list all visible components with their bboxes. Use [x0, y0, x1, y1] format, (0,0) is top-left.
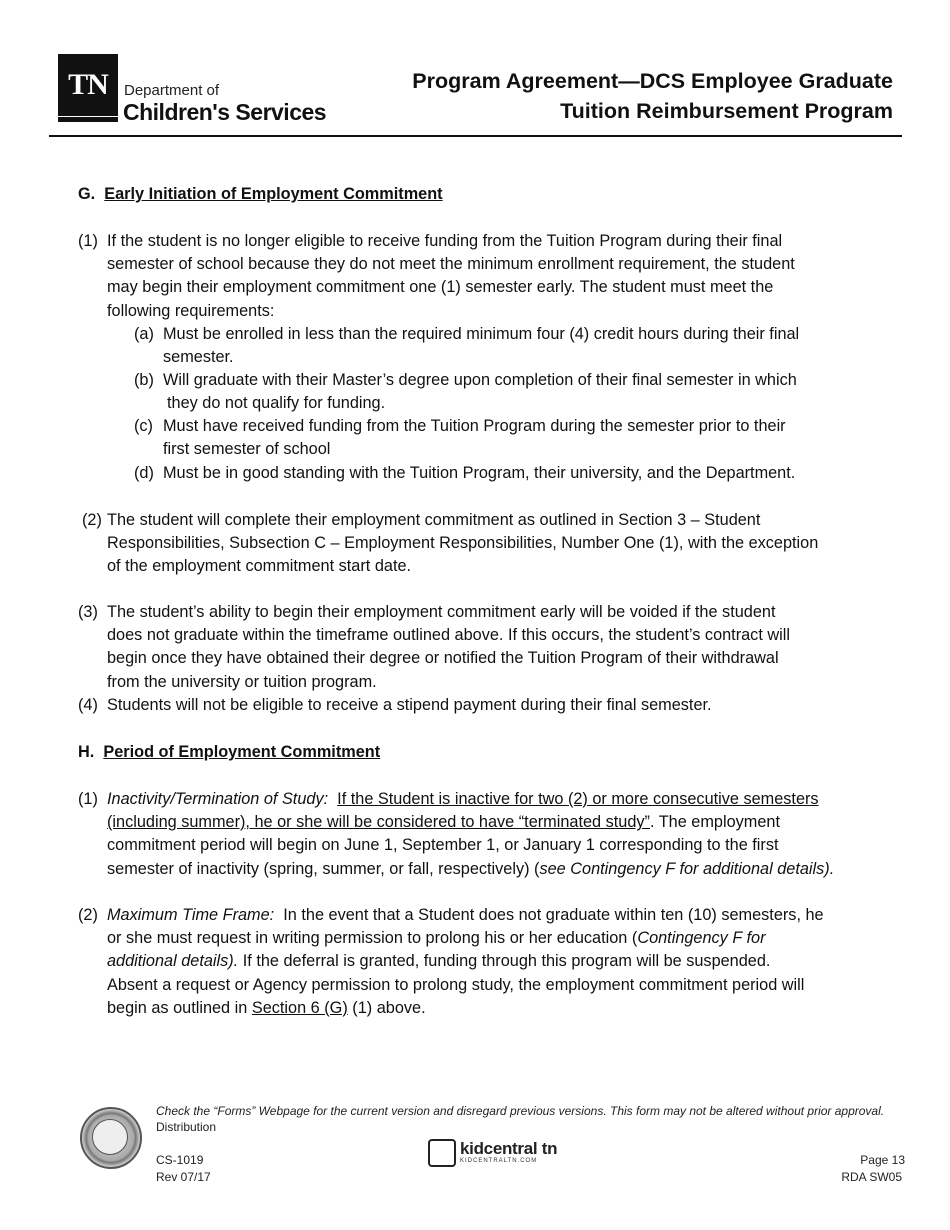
- h-p2-line-2: [107, 927, 824, 950]
- g-sub-line: first semester of school: [163, 440, 331, 459]
- g-p2-num: (2): [82, 511, 102, 529]
- h-p2-line-1: [107, 904, 824, 927]
- title-line-2: Tuition Reimbursement Program: [560, 99, 893, 123]
- g-p1-line: If the student is no longer eligible to receive funding from the Tuition Program during their final: [107, 232, 783, 250]
- g-sub-d-label: (d): [134, 464, 154, 482]
- h-p1-label: Inactivity/Termination of Study:: [107, 790, 329, 808]
- g-sub-line: Must be in good standing with the Tuition Program, their university, and the Department.: [163, 464, 796, 482]
- h-p1-line-3: commitment period will begin on June 1, September 1, or January 1 corresponding to the first: [107, 836, 779, 855]
- g-paragraph-4: Students will not be eligible to receive a stipend payment during their final semester.: [107, 696, 712, 714]
- g-p3-num: (3): [78, 603, 98, 621]
- logo-dept: Department of: [124, 82, 220, 99]
- g-p1-line: following requirements:: [107, 301, 275, 320]
- kidcentral-brand: kidcentral tn: [460, 1139, 558, 1158]
- h-p2-line-3: [107, 950, 824, 973]
- h-p2-line-5c: (1) above.: [347, 998, 426, 1017]
- rda-code: RDA SW05: [841, 1170, 902, 1184]
- section-g-title: Early Initiation of Employment Commitment: [104, 185, 443, 203]
- h-paragraph-1: [107, 788, 834, 881]
- logo-agency-name: Children's Services: [123, 99, 327, 125]
- g-sub-a-label: (a): [134, 325, 154, 343]
- h-p1-underlined-1: If the Student is inactive for two (2) or more consecutive semesters: [337, 790, 819, 808]
- section-h-heading: [78, 741, 380, 764]
- kidcentral-cube-icon: [428, 1139, 456, 1167]
- h-p2-line-1-text: In the event that a Student does not graduate within ten (10) semesters, he: [283, 906, 824, 924]
- h-p1-num: (1): [78, 790, 98, 808]
- section-g-heading: [78, 183, 443, 206]
- g-sub-b: [163, 369, 797, 415]
- h-paragraph-2: [107, 904, 824, 1020]
- g-sub-c: [163, 415, 786, 461]
- h-p2-line-3a: additional details).: [107, 952, 239, 971]
- h-p2-line-2a: or she must request in writing permission to prolong his or her education (: [107, 929, 638, 948]
- section-h-letter: H.: [78, 743, 95, 761]
- logo-tn-text: TN: [68, 68, 108, 101]
- h-p1-after: . The employment: [649, 813, 780, 832]
- section-h-title: Period of Employment Commitment: [103, 743, 381, 761]
- logo-bar: [58, 117, 118, 122]
- g-sub-line: semester.: [163, 348, 234, 367]
- g-sub-line: Must have received funding from the Tuition Program during the semester prior to their: [163, 417, 786, 435]
- g-p4-num: (4): [78, 696, 98, 714]
- g-paragraph-2: [107, 509, 818, 579]
- g-p1-num: (1): [78, 232, 98, 250]
- g-sub-c-label: (c): [134, 417, 153, 435]
- g-sub-line: Must be enrolled in less than the required minimum four (4) credit hours during their final: [163, 325, 800, 343]
- h-p1-line-4b: see Contingency F for additional details).: [539, 859, 835, 878]
- h-p2-line-3b: If the deferral is granted, funding through this program will be suspended.: [238, 952, 771, 971]
- g-sub-a: [163, 323, 799, 369]
- g-p1-line: semester of school because they do not meet the minimum enrollment requirement, the student: [107, 255, 795, 274]
- g-sub-line: they do not qualify for funding.: [167, 394, 386, 413]
- g-paragraph-1: [107, 230, 795, 323]
- page-number: Page 13: [860, 1153, 905, 1167]
- g-p2-line: Responsibilities, Subsection C – Employment Responsibilities, Number One (1), with the exception: [107, 534, 819, 553]
- h-p2-label: Maximum Time Frame:: [107, 906, 275, 924]
- g-sub-b-label: (b): [134, 371, 154, 389]
- g-p3-line: begin once they have obtained their degree or notified the Tuition Program of their withdrawal: [107, 649, 779, 668]
- page-title: [333, 66, 893, 126]
- h-p1-line-2: [107, 811, 834, 834]
- footer-note: Check the “Forms” Webpage for the current version and disregard previous versions. This form may not be altered without prior approval.: [156, 1104, 885, 1118]
- footer-distribution: Distribution: [156, 1120, 217, 1134]
- g-p3-line: does not graduate within the timeframe outlined above. If this occurs, the student’s contract will: [107, 626, 790, 645]
- g-p2-line: of the employment commitment start date.: [107, 557, 412, 576]
- g-sub-d: [163, 462, 795, 485]
- form-code: CS-1019: [156, 1153, 204, 1167]
- h-p1-line-4: [107, 858, 834, 881]
- g-p3-line: The student’s ability to begin their employment commitment early will be voided if the student: [107, 603, 776, 621]
- g-p1-line: may begin their employment commitment one (1) semester early. The student must meet the: [107, 278, 774, 297]
- g-sub-line: Will graduate with their Master’s degree upon completion of their final semester in which: [163, 371, 797, 389]
- header-rule: [49, 135, 902, 137]
- tn-logo: [58, 54, 118, 116]
- title-line-1: Program Agreement—DCS Employee Graduate: [412, 69, 893, 93]
- section-6g-reference: Section 6 (G): [251, 998, 348, 1017]
- g-p2-line: The student will complete their employment commitment as outlined in Section 3 – Student: [107, 511, 761, 529]
- h-p2-line-2b: Contingency F for: [637, 929, 766, 948]
- h-p1-line-4a: semester of inactivity (spring, summer, or fall, respectively) (: [107, 859, 540, 878]
- tennessee-seal-icon: [80, 1107, 142, 1169]
- h-p2-line-5: [107, 997, 824, 1020]
- h-p2-num: (2): [78, 906, 98, 924]
- h-p1-line-1: [107, 788, 834, 811]
- h-p2-line-5a: begin as outlined in: [107, 998, 252, 1017]
- kidcentral-url: KIDCENTRALTN.COM: [460, 1158, 538, 1164]
- g-p3-line: from the university or tuition program.: [107, 672, 377, 691]
- g-paragraph-3: [107, 601, 790, 694]
- h-p2-line-4: Absent a request or Agency permission to prolong study, the employment commitment period will: [107, 975, 805, 994]
- form-revision: Rev 07/17: [156, 1170, 211, 1184]
- h-p1-underlined-2: (including summer), he or she will be considered to have “terminated study”: [107, 813, 650, 832]
- section-g-letter: G.: [78, 185, 96, 203]
